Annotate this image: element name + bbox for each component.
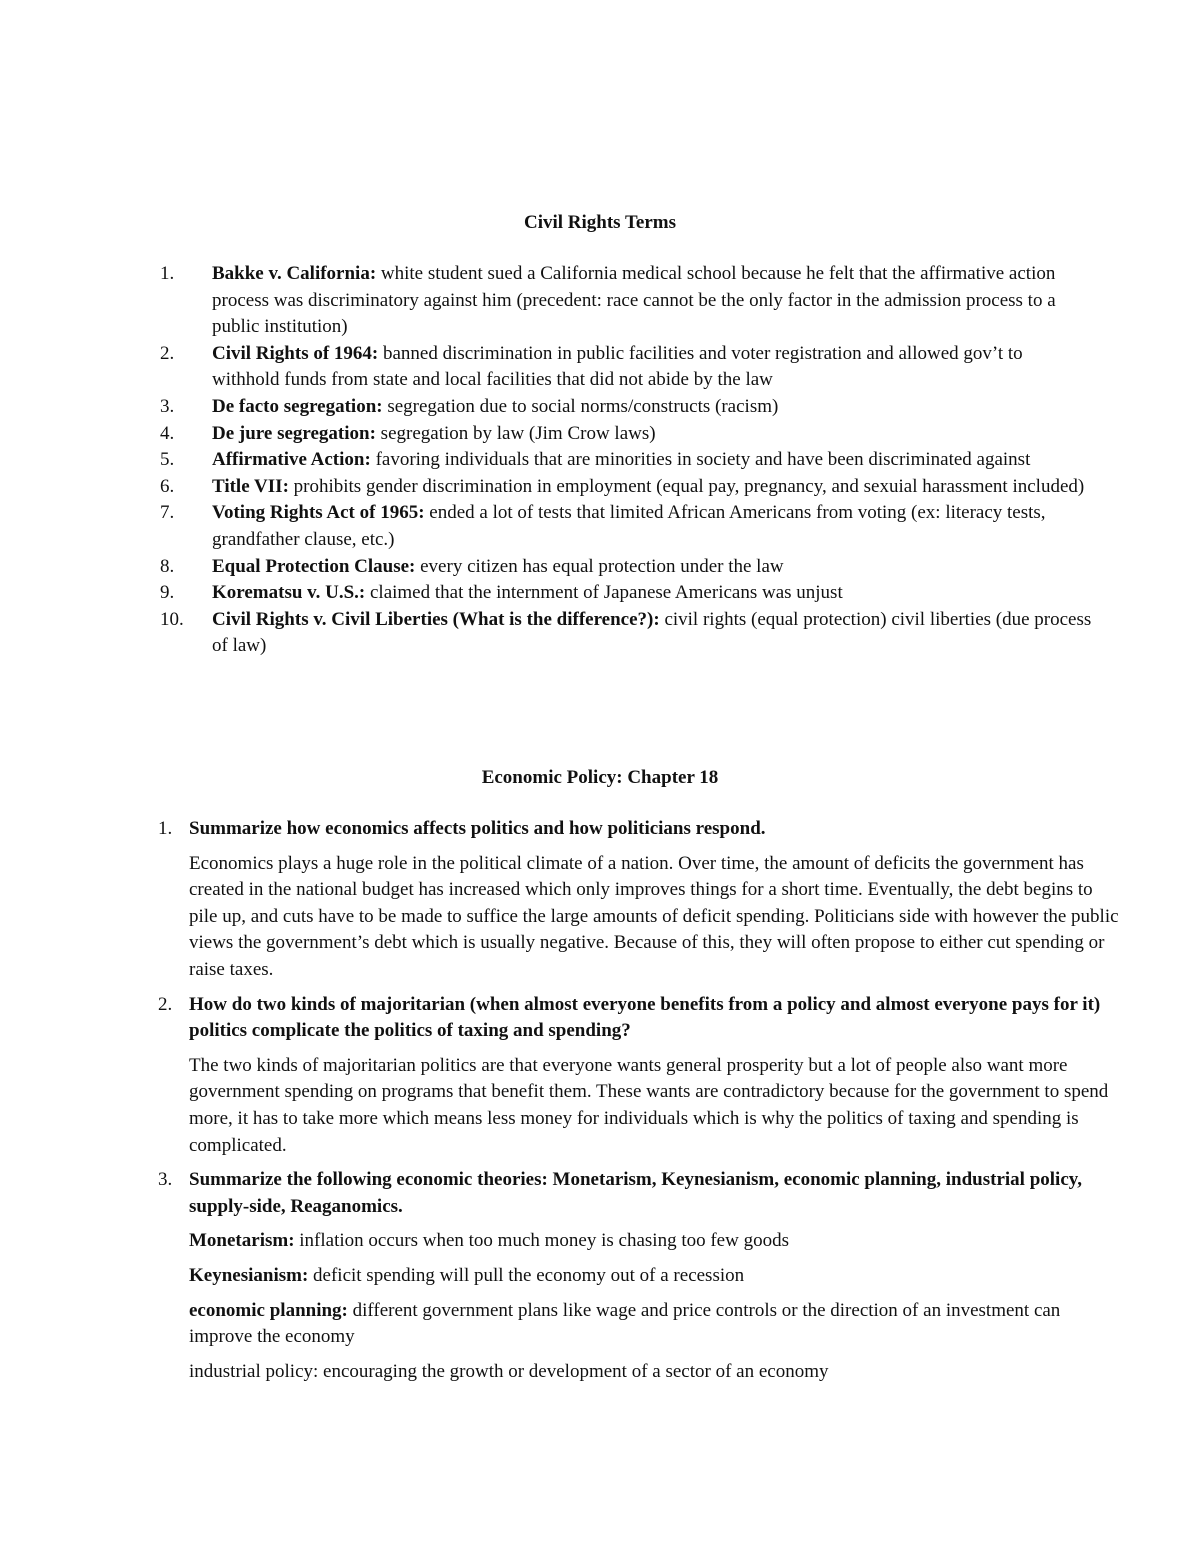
term-definition: white student sued a California medical school because he felt that the affirmative action process was discriminatory against him (precedent: race cannot be the only factor in the admission process to a public institution) bbox=[212, 263, 1056, 338]
term-name: Bakke v. California: bbox=[212, 263, 377, 284]
term-item bbox=[160, 474, 1092, 501]
term-item bbox=[160, 607, 1092, 660]
term-item bbox=[160, 261, 1092, 341]
term-number: 7. bbox=[160, 502, 175, 524]
question-number: 1. bbox=[158, 818, 173, 839]
question-1 bbox=[158, 816, 1119, 843]
term-number: 6. bbox=[160, 475, 175, 497]
theory-keynesianism bbox=[189, 1263, 1119, 1290]
economic-policy-title: Economic Policy: Chapter 18 bbox=[481, 767, 719, 788]
term-number: 5. bbox=[160, 449, 175, 471]
theory-industrial-policy: industrial policy: encouraging the growth or development of a sector of an economy bbox=[189, 1360, 829, 1382]
answer-1: Economics plays a huge role in the political climate of a nation. Over time, the amount of deficits the government has created in the national budget has increased which only improves things for a short time. Eventually, the debt begins to pile up, and cuts have to be made to suffice the large amounts of deficit spending. Politicians side with however the public views the government’s debt which is usually negative. Because of this, they will often propose to either cut spending or raise taxes. bbox=[189, 852, 1119, 980]
term-name: De facto segregation: bbox=[212, 395, 383, 417]
theory-term: Monetarism: bbox=[189, 1230, 295, 1252]
term-item bbox=[160, 500, 1092, 553]
term-item bbox=[160, 447, 1092, 474]
term-definition: segregation due to social norms/constructs (racism) bbox=[382, 395, 779, 417]
term-name: Title VII: bbox=[212, 475, 289, 497]
theory-economic-planning bbox=[189, 1298, 1119, 1351]
question-text: Summarize how economics affects politics and how politicians respond. bbox=[189, 818, 766, 839]
term-item bbox=[160, 554, 1092, 581]
term-definition: favoring individuals that are minorities in society and have been discriminated against bbox=[370, 449, 1031, 471]
term-number: 4. bbox=[160, 422, 175, 444]
question-number: 3. bbox=[158, 1169, 173, 1191]
term-number: 9. bbox=[160, 582, 175, 604]
theory-definition: deficit spending will pull the economy out of a recession bbox=[308, 1264, 745, 1286]
question-2 bbox=[158, 992, 1119, 1045]
question-number: 2. bbox=[158, 993, 173, 1015]
term-item bbox=[160, 341, 1092, 394]
term-number: 1. bbox=[160, 263, 175, 284]
term-number: 8. bbox=[160, 555, 175, 577]
question-3 bbox=[158, 1167, 1119, 1220]
term-definition: segregation by law (Jim Crow laws) bbox=[375, 422, 656, 444]
term-definition: every citizen has equal protection under the law bbox=[415, 555, 784, 577]
theory-term: Keynesianism: bbox=[189, 1264, 309, 1286]
question-text: How do two kinds of majoritarian (when almost everyone benefits from a policy and almost everyone pays for it) politics complicate the politics of taxing and spending? bbox=[189, 993, 1101, 1042]
term-definition: ended a lot of tests that limited African Americans from voting (ex: literacy tests, grandfather clause, etc.) bbox=[212, 502, 1046, 550]
term-name: Equal Protection Clause: bbox=[212, 555, 416, 577]
economic-policy-questions bbox=[158, 816, 1119, 1385]
term-name: Civil Rights v. Civil Liberties (What is the difference?): bbox=[212, 608, 660, 630]
term-name: Korematsu v. U.S.: bbox=[212, 582, 366, 604]
answer-2: The two kinds of majoritarian politics are that everyone wants general prosperity but a lot of people also want more government spending on programs that benefit them. These wants are contradictory because for the government to spend more, it has to take more which means less money for individuals which is why the politics of taxing and spending is complicated. bbox=[189, 1054, 1109, 1156]
term-name: De jure segregation: bbox=[212, 422, 376, 444]
term-item bbox=[160, 421, 1092, 448]
term-number: 2. bbox=[160, 342, 175, 364]
term-number: 10. bbox=[160, 608, 184, 630]
question-text: Summarize the following economic theories: Monetarism, Keynesianism, economic planning, industrial policy, supply-side, Reaganomics. bbox=[189, 1169, 1082, 1217]
term-name: Voting Rights Act of 1965: bbox=[212, 502, 425, 524]
term-name: Civil Rights of 1964: bbox=[212, 342, 379, 364]
term-definition: claimed that the internment of Japanese Americans was unjust bbox=[365, 582, 843, 604]
civil-rights-title: Civil Rights Terms bbox=[523, 212, 677, 233]
theory-definition: inflation occurs when too much money is chasing too few goods bbox=[294, 1230, 789, 1252]
term-item bbox=[160, 580, 1092, 607]
term-definition: civil rights (equal protection) civil liberties (due process of law) bbox=[212, 608, 1092, 657]
term-definition: prohibits gender discrimination in employment (equal pay, pregnancy, and sexuial harassment included) bbox=[288, 475, 1085, 497]
theory-monetarism bbox=[189, 1228, 1119, 1255]
term-number: 3. bbox=[160, 395, 175, 417]
theory-definition: different government plans like wage and price controls or the direction of an investment can improve the economy bbox=[189, 1299, 1061, 1348]
term-item bbox=[160, 394, 1092, 421]
civil-rights-terms-list bbox=[160, 261, 1092, 660]
theory-term: economic planning: bbox=[189, 1299, 348, 1321]
term-definition: banned discrimination in public facilities and voter registration and allowed gov’t to withhold funds from state and local facilities that did not abide by the law bbox=[212, 342, 1023, 391]
term-name: Affirmative Action: bbox=[212, 449, 371, 471]
